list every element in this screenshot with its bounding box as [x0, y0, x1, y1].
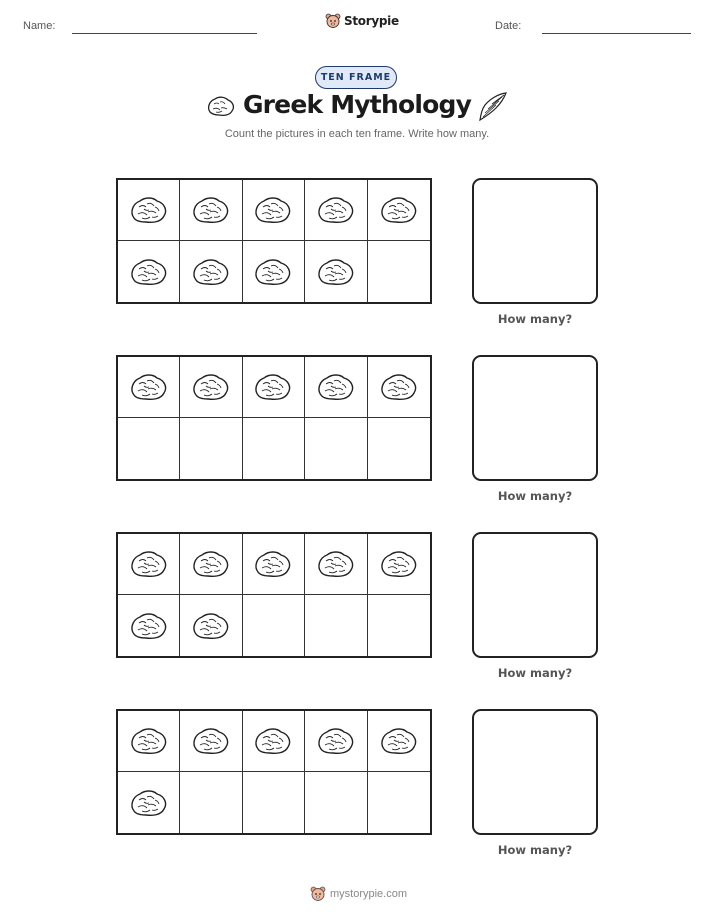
ten-frame-cell — [368, 357, 430, 418]
rock-icon — [129, 610, 169, 642]
ten-frame-cell — [243, 418, 305, 479]
ten-frame-cell — [305, 534, 367, 595]
ten-frame-cell — [305, 418, 367, 479]
rock-icon — [316, 256, 356, 288]
rock-icon — [191, 548, 231, 580]
how-many-label: How many? — [497, 843, 573, 857]
ten-frame-cell — [118, 180, 180, 241]
rock-icon — [191, 725, 231, 757]
rock-icon — [206, 94, 236, 118]
ten-frame-cell — [368, 534, 430, 595]
ten-frame-cell — [305, 180, 367, 241]
rock-icon — [129, 194, 169, 226]
instructions: Count the pictures in each ten frame. Write how many. — [224, 128, 490, 140]
ten-frame-cell — [118, 357, 180, 418]
footer — [310, 886, 407, 902]
ten-frame — [116, 178, 432, 304]
answer-box[interactable] — [472, 709, 598, 835]
ten-frame-cell — [118, 772, 180, 833]
ten-frame-cell — [368, 711, 430, 772]
ten-frame-cell — [118, 418, 180, 479]
ten-frame-cell — [180, 418, 242, 479]
page-title: Greek Mythology — [242, 90, 472, 119]
rock-icon — [129, 725, 169, 757]
rock-icon — [191, 610, 231, 642]
ten-frame-cell — [180, 595, 242, 656]
ten-frame-cell — [118, 711, 180, 772]
ten-frame-cell — [243, 534, 305, 595]
bear-icon — [310, 886, 326, 902]
rock-icon — [316, 194, 356, 226]
ten-frame — [116, 532, 432, 658]
ten-frame-cell — [305, 241, 367, 302]
rock-icon — [379, 194, 419, 226]
ten-frame-cell — [368, 418, 430, 479]
rock-icon — [129, 371, 169, 403]
ten-frame-cell — [180, 711, 242, 772]
ten-frame-cell — [243, 772, 305, 833]
rock-icon — [253, 371, 293, 403]
ten-frame — [116, 709, 432, 835]
rock-icon — [379, 548, 419, 580]
rock-icon — [191, 371, 231, 403]
ten-frame-cell — [180, 534, 242, 595]
ten-frame-cell — [305, 595, 367, 656]
ten-frame-cell — [180, 241, 242, 302]
rock-icon — [253, 194, 293, 226]
ten-frame-cell — [118, 595, 180, 656]
ten-frame-cell — [180, 357, 242, 418]
bear-icon — [325, 13, 341, 29]
ten-frame-cell — [368, 180, 430, 241]
rock-icon — [191, 256, 231, 288]
ten-frame-cell — [305, 357, 367, 418]
rock-icon — [253, 725, 293, 757]
ten-frame — [116, 355, 432, 481]
name-label: Name: — [23, 20, 56, 32]
answer-box[interactable] — [472, 355, 598, 481]
rock-icon — [316, 725, 356, 757]
brand-logo — [325, 13, 399, 29]
how-many-label: How many? — [497, 489, 573, 503]
footer-url: mystorypie.com — [330, 888, 408, 900]
ten-frame-cell — [305, 711, 367, 772]
rock-icon — [379, 725, 419, 757]
how-many-label: How many? — [497, 666, 573, 680]
rock-icon — [253, 256, 293, 288]
ten-frame-cell — [368, 772, 430, 833]
ten-frame-cell — [243, 180, 305, 241]
brand-name: Storypie — [344, 14, 399, 28]
ten-frame-cell — [180, 180, 242, 241]
ten-frame-cell — [368, 241, 430, 302]
name-line[interactable] — [72, 33, 257, 34]
ten-frame-cell — [243, 711, 305, 772]
ten-frame-cell — [118, 534, 180, 595]
date-label: Date: — [495, 20, 522, 32]
ten-frame-cell — [305, 772, 367, 833]
rock-icon — [253, 548, 293, 580]
ten-frame-cell — [243, 357, 305, 418]
rock-icon — [129, 256, 169, 288]
ten-frame-cell — [243, 241, 305, 302]
ten-frame-cell — [243, 595, 305, 656]
worksheet-type-badge: TEN FRAME — [315, 66, 397, 89]
ten-frame-cell — [118, 241, 180, 302]
rock-icon — [316, 548, 356, 580]
rock-icon — [129, 787, 169, 819]
rock-icon — [379, 371, 419, 403]
rock-icon — [191, 194, 231, 226]
rock-icon — [129, 548, 169, 580]
date-line[interactable] — [542, 33, 691, 34]
how-many-label: How many? — [497, 312, 573, 326]
ten-frame-cell — [368, 595, 430, 656]
wing-icon — [478, 90, 508, 122]
answer-box[interactable] — [472, 178, 598, 304]
answer-box[interactable] — [472, 532, 598, 658]
ten-frame-cell — [180, 772, 242, 833]
rock-icon — [316, 371, 356, 403]
